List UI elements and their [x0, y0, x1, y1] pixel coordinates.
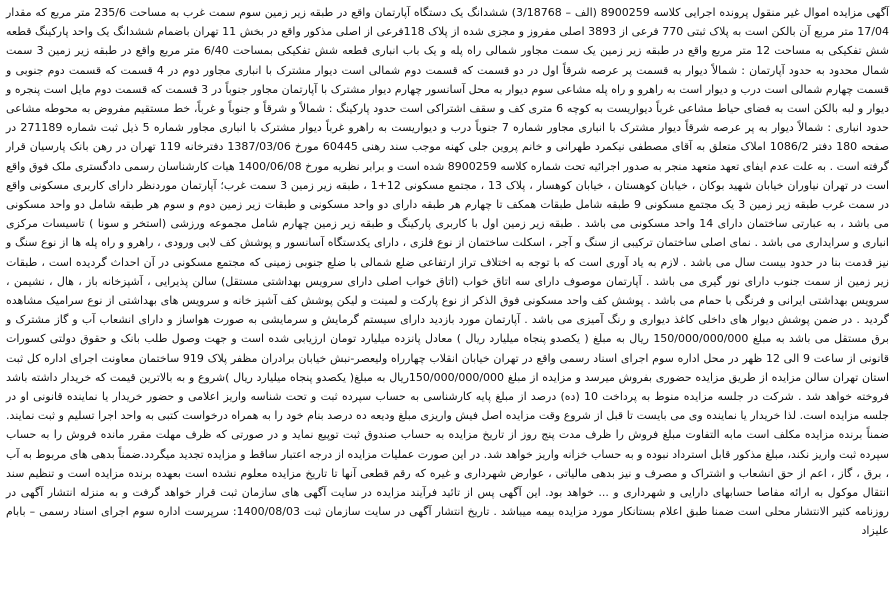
auction-notice-text: آگهی مزایده اموال غیر منقول پرونده اجرایی کلاسه 8900259 (الف – 3/18768) ششدانگ یک دستگاه آپارتمان واقع در طبقه زیر زمین سوم سمت غرب به مساحت 235/6 متر مربع که مقدار 17/04 متر مربع آن بالکن است به پلاک ثبتی 770 فرعی از 3893 اصلی مفروز و مجزی شده از پلاک 118فرعی از اصلی مذکور واقع در بخش 11 تهران باضمام ششدانگ یک واحد پارکینگ قطعه شش تفکیکی به مساحت 12 متر مربع واقع در طبقه زیر زمین یک سمت مجاور شمالی راه پله و یک باب انباری قطعه شش تفکیکی بمساحت 6/40 متر مربع واقع در طبقه زیر زمین 3 سمت شمال محدود به حدود آپارتمان : شمالاً دیوار به قسمت پر عرصه شرقاً اول در دو قسمت که قسمت دوم شمالی است دیوار مشترک با انباری مجاور دوم در 4 قسمت که قسمت دوم جنوبی و قسمت چهارم شمالی است درب و دیوار است به راهرو و راه پله مشاعی سوم دیوار به محل آسانسور چهارم دیوار مشترک با آپارتمان مجاور جنوباً در 3 قسمت که قسمت دوم مایل است پنجره و دیوار و لبه بالکن است به فضای حیاط مشاعی غرباً دیواریست به کوچه 6 متری کف و سقف اشتراکی است حدود پارکینگ : شمالاً و شرقاً و جنوباً و غرباً، خط مستقیم مفروض به محوطه مشاعی حدود انباری : شمالاً دیوار به پر عرصه شرقاً دیوار مشترک با انباری مجاور شماره 7 جنوباً درب و دیواریست به راهرو غرباً دیوار مشترک با انباری مجاور شماره 5 ذیل ثبت شماره 271189 در صفحه 180 دفتر 1086/2 املاک متعلق به آقای مصطفی نیکمرد طهرانی و خانم پروین جلی کهنه موجب سند رهنی 60445 مورخ 1387/03/06 دفترخانه 119 تهران در رهن بانک پارسیان قرار گرفته است . به علت عدم ایفای تعهد متعهد منجر به صدور اجرائیه تحت شماره کلاسه 8900259 شده است و برابر نظریه مورخ 1400/06/08 هیات کارشناسان رسمی دادگستری ملک فوق واقع است در تهران نیاوران خیابان شهید بوکان ، خیابان کوهستان ، خیابان کوهسار ، پلاک 13 ، مجتمع مسکونی 12+1 ، طبقه زیر زمین 3 سمت غرب؛ آپارتمان موردنظر دارای کاربری مسکونی واقع در سمت غرب طبقه زیر زمین 3 یک مجتمع مسکونی 9 طبقه شامل طبقات همکف تا چهارم هر طبقه دارای دو واحد مسکونی و طبقات زیر زمین دوم و سوم هر طبقه شامل دو واحد مسکونی می باشد ، به عبارتی ساختمان دارای 14 واحد مسکونی می باشد . طبقه زیر زمین اول با کاربری پارکینگ و طبقه زیر زمین چهارم شامل مجموعه ورزشی (استخر و سونا ) تاسیسات مرکزی انباری و سرایداری می باشد . نمای اصلی ساختمان ترکیبی از سنگ و آجر ، اسکلت ساختمان از نوع فلزی ، دارای یکدستگاه آسانسور و پوشش کف لابی ورودی ، راهرو و راه پله ها از نوع سنگ و نیز قدمت بنا در حدود بیست سال می باشد . لازم به یاد آوری است که با توجه به اختلاف تراز ارتفاعی ضلع شمالی با ضلع جنوبی زمینی که مجتمع مسکونی در آن احداث گردیده است ، طبقات زیر زمین از سمت جنوب دارای نور گیری می باشد . آپارتمان موصوف دارای سه اتاق خواب (اتاق خواب اصلی دارای سرویس بهداشتی مستقل) سالن پذیرایی ، آشپزخانه باز ، هال ، نشیمن ، سرویس بهداشتی ایرانی و فرنگی با حمام می باشد . پوشش کف واحد مسکونی فوق الذکر از نوع پارکت و لمینت و لیکن پوشش کف آشپز خانه و سرویس های بهداشتی از نوع سرامیک مشاهده گردید . در ضمن پوشش دیوار های داخلی کاغذ دیواری و رنگ آمیزی می باشد . آپارتمان مورد بازدید دارای سیستم گرمایش و سرمایشی به صورت هواساز و دارای انشعاب آب و گاز مشترک و برق مستقل می باشد به مبلغ 150/000/000/000 ریال به مبلغ ( یکصدو پنجاه میلیارد ریال ) معادل پانزده میلیارد تومان ارزیابی شده است و جهت وصول طلب بانک و حقوق دولتی کسورات قانونی از ساعت 9 الی 12 ظهر در محل اداره سوم اجرای اسناد رسمی واقع در تهران خیابان انقلاب چهارراه ولیعصر-نبش خیابان برادران مظفر پلاک 919 ساختمان معاونت اجرای اداره کل ثبت استان تهران سالن مزایده از طریق مزایده حضوری بفروش میرسد و مزایده از مبلغ 150/000/000/000ریال به مبلغ( یکصدو پنجاه میلیارد ریال )شروع و به بالاترین قیمت که خریدار داشته باشد فروخته خواهد شد . شرکت در جلسه مزایده منوط به پرداخت 10 (ده) درصد از مبلغ پایه کارشناسی به حساب سپرده ثبت و تحت شناسه واریز اعلامی و حضور خریدار یا نماینده قانونی او در جلسه مزایده است. لذا خریدار یا نماینده وی می بایست تا قبل از شروع وقت مزایده اصل فیش واریزی مبلغ ودیعه ده درصد بنام خود را به همراه درخواست کتبی به واحد اجرا تسلیم و ثبت نمایند. ضمناً برنده مزایده مکلف است مابه التفاوت مبلغ فروش را ظرف مدت پنج روز از تاریخ مزایده به حساب صندوق ثبت توپیع نماید و در صورتی که ظرف مهلت مقرر مانده فروش را به حساب سپرده ثبت واریز نکند، مبلغ مذکور قابل استرداد نبوده و به حساب خزانه واریز خواهد شد. در این صورت عملیات مزایده از درجه اعتبار ساقط و مزایده تجدید میگردد.ضمناً بدهی های مربوط به آب ، برق ، گاز ، اعم از حق انشعاب و اشتراک و مصرف و نیز بدهی مالیاتی ، عوارض شهرداری و غیره که رقم قطعی آنها تا تاریخ مزایده معلوم نشده است بعهده برنده مزایده است و تنظیم سند انتقال موکول به ارائه مفاصا حسابهای دارایی و شهرداری و ... خواهد بود. این آگهی پس از تائید فرآیند مزایده در سایت آگهی های سازمان ثبت قرار خواهد گرفت و به منزله انتشار آگهی در روزنامه کثیر الانتشار محلی است ضمنا طبق اعلام بستانکار مورد مزایده بیمه میباشد . تاریخ انتشار آگهی در سایت سازمان ثبت 1400/08/03: سرپرست اداره سوم اجرای اسناد رسمی – بابام علیزاد	[6, 6, 890, 538]
